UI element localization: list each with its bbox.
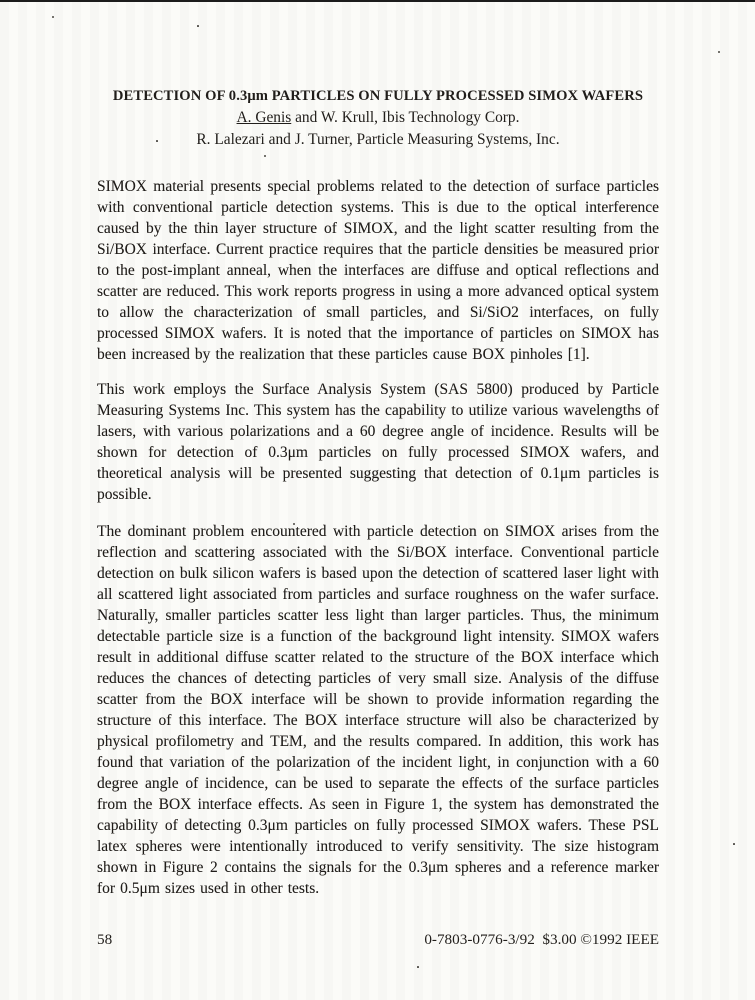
page-number: 58 (97, 931, 113, 948)
author-line-2: R. Lalezari and J. Turner, Particle Measuring Systems, Inc. (196, 130, 560, 148)
page-footer (97, 931, 659, 949)
author-line-1 (97, 107, 659, 129)
page-content (97, 0, 659, 899)
scan-speckle (417, 966, 419, 968)
author-name-underlined: A. Genis (236, 109, 292, 126)
abstract-paragraph-1: SIMOX material presents special problems related to the detection of surface particles with conventional particle detection systems. This is due to the optical interference caused by the thin layer structure of SIMOX, and the light scatter resulting from the Si/BOX interface. Current practice requires that the particle densities be measured prior to the post-implant anneal, when the interfaces are diffuse and optical reflections and scatter are reduced. This work reports progress in using a more advanced optical system to allow the characterization of small particles, and Si/SiO2 interfaces, on fully processed SIMOX wafers. It is noted that the importance of particles on SIMOX has been increased by the realization that these particles cause BOX pinholes [1]. (97, 178, 659, 363)
scan-speckle (52, 16, 54, 18)
abstract-paragraph-2: This work employs the Surface Analysis System (SAS 5800) produced by Particle Measuring Systems Inc. This system has the capability to utilize various wavelengths of lasers, with various polarizations and a 60 degree angle of incidence. Results will be shown for detection of 0.3μm particles on fully processed SIMOX wafers, and theoretical analysis will be presented suggesting that detection of 0.1μm particles is possible. (97, 381, 659, 503)
abstract-body (97, 176, 659, 899)
author-line-1-rest: and W. Krull, Ibis Technology Corp. (291, 109, 520, 126)
scan-speckle (733, 843, 735, 845)
paper-title: DETECTION OF 0.3μm PARTICLES ON FULLY PROCESSED SIMOX WAFERS (112, 88, 644, 104)
title-block (97, 86, 659, 150)
abstract-paragraph-3: The dominant problem encountered with particle detection on SIMOX arises from the reflection and scattering associated with the Si/BOX interface. Conventional particle detection on bulk silicon wafers is based upon the detection of scattered laser light with all scattered light associated from particles and surface roughness on the wafer surface. Naturally, smaller particles scatter less light than larger particles. Thus, the minimum detectable particle size is a function of the background light intensity. SIMOX wafers result in additional diffuse scatter related to the structure of the BOX interface which reduces the chances of detecting particles of very small size. Analysis of the diffuse scatter from the BOX interface will be shown to provide information regarding the structure of this interface. The BOX interface structure will also be characterized by physical profilometry and TEM, and the results compared. In addition, this work has found that variation of the polarization of the incident light, in conjunction with a 60 degree angle of incidence, can be used to separate the effects of the surface particles from the BOX interface effects. As seen in Figure 1, the system has demonstrated the capability of detecting 0.3μm particles on fully processed SIMOX wafers. These PSL latex spheres were intentionally introduced to verify sensitivity. The size histogram shown in Figure 2 contains the signals for the 0.3μm spheres and a reference marker for 0.5μm sizes used in other tests. (97, 523, 659, 897)
copyright-notice: 0-7803-0776-3/92 $3.00 ©1992 IEEE (424, 931, 659, 948)
scan-speckle (718, 51, 720, 53)
